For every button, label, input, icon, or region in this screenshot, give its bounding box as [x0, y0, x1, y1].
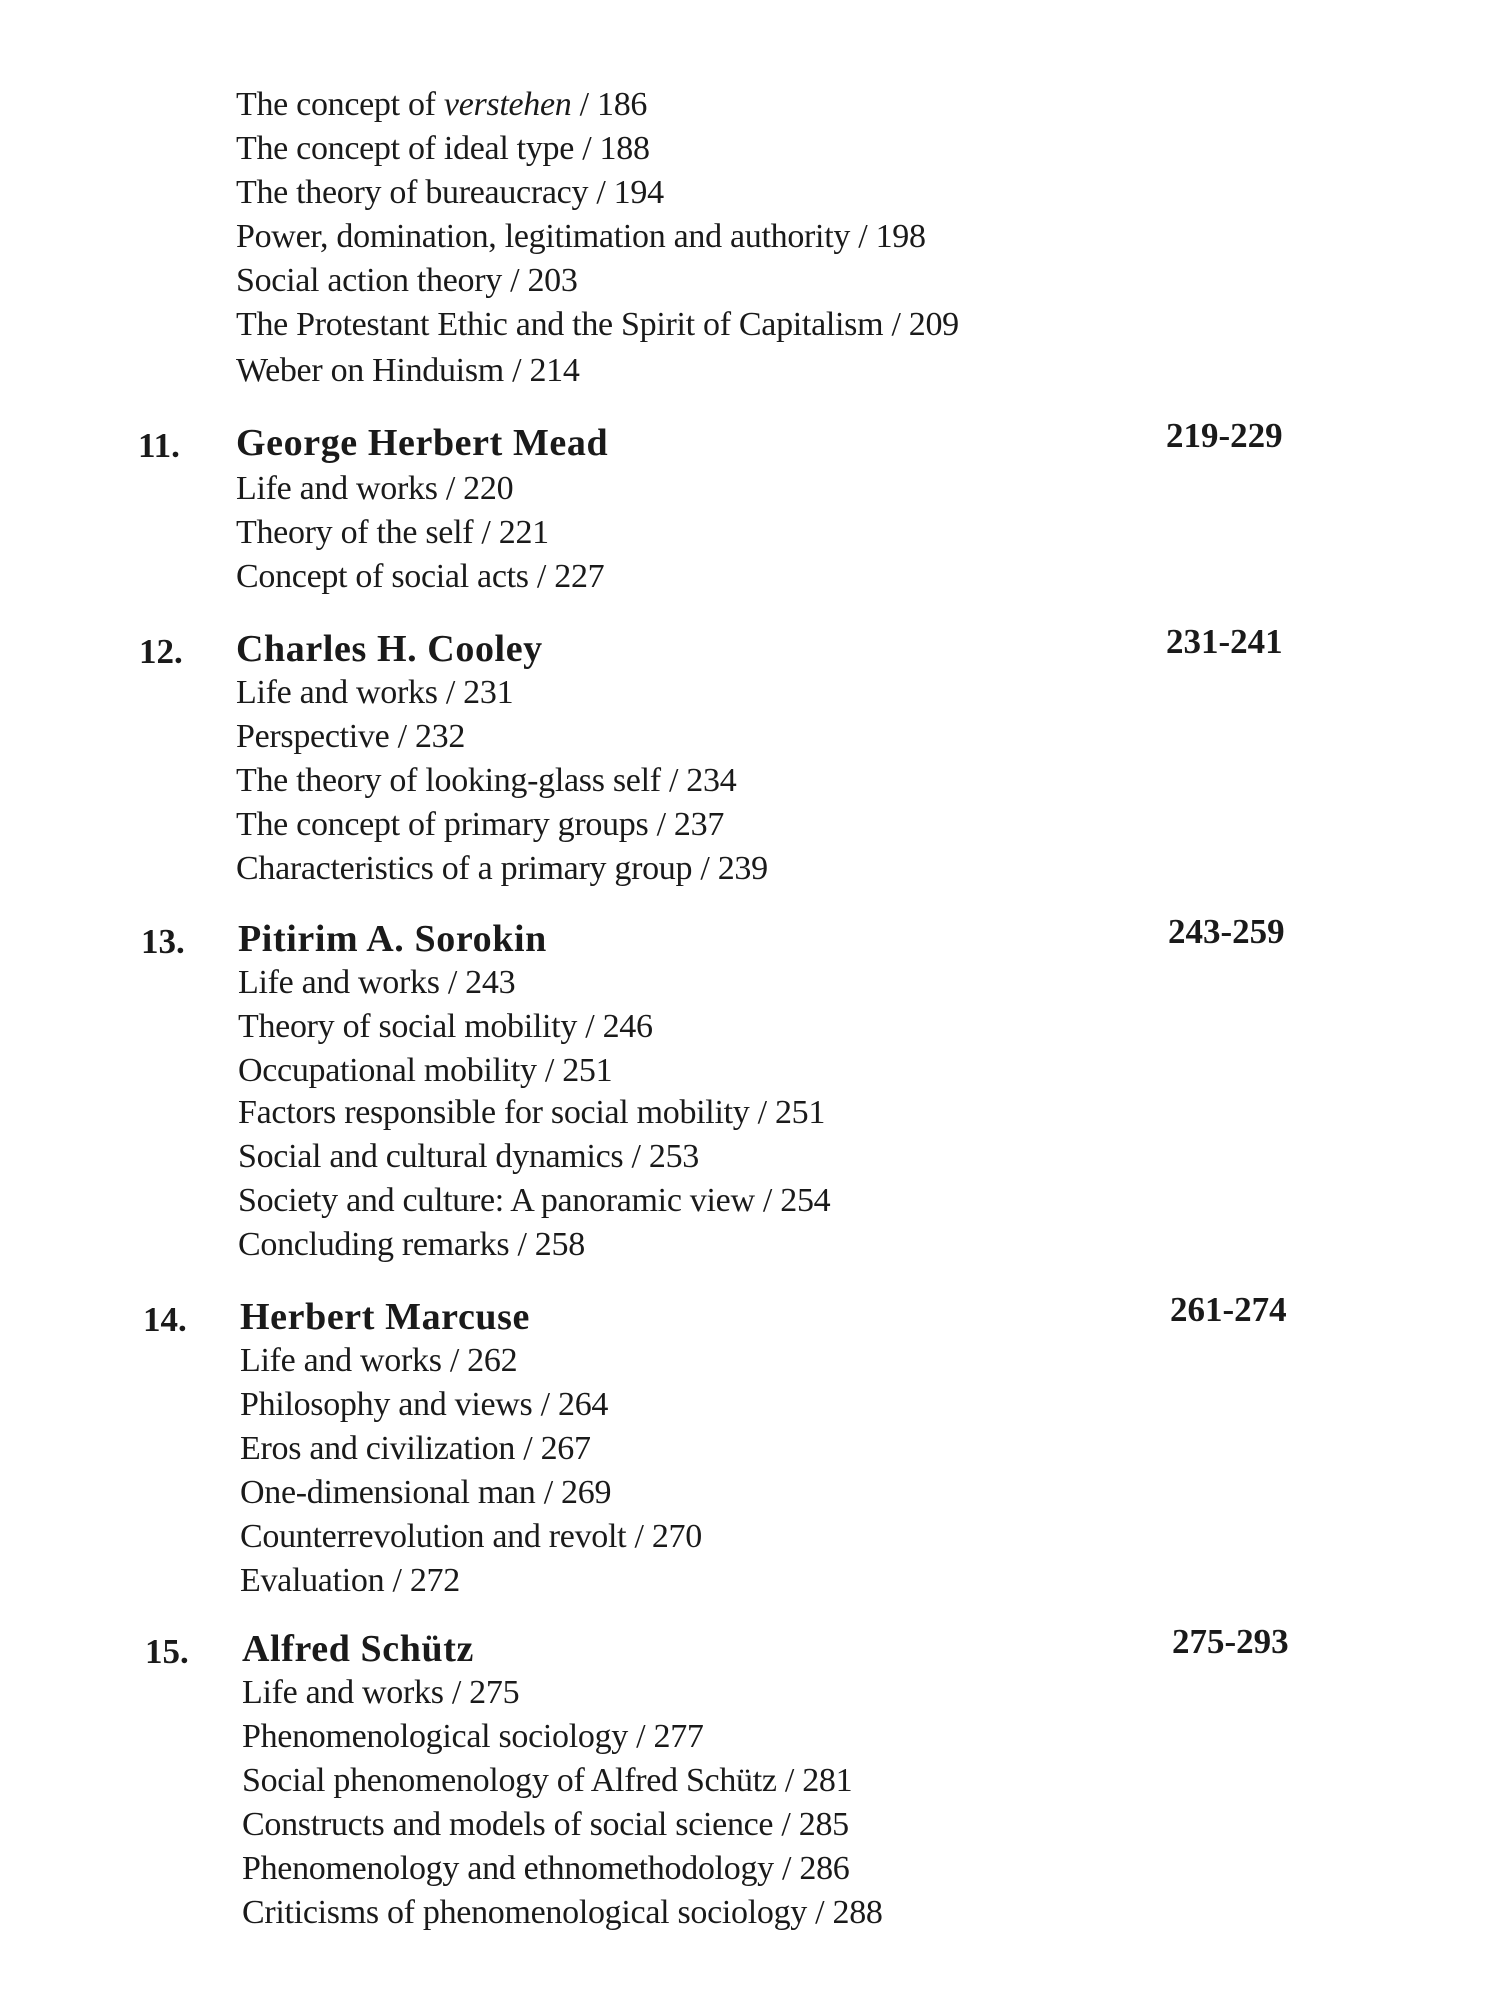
toc-entry: Theory of social mobility / 246 [238, 1008, 653, 1045]
toc-entry: Occupational mobility / 251 [238, 1052, 613, 1089]
chapter-number: 14. [143, 1300, 187, 1339]
chapter-title: George Herbert Mead [236, 422, 609, 464]
toc-entry: Theory of the self / 221 [236, 514, 549, 551]
toc-entry: The theory of looking-glass self / 234 [236, 762, 737, 799]
toc-entry: Constructs and models of social science / 285 [242, 1806, 849, 1843]
toc-entry-text: The concept of [236, 86, 444, 123]
toc-entry: The theory of bureaucracy / 194 [236, 174, 664, 211]
toc-entry: The concept of ideal type / 188 [236, 130, 650, 167]
toc-entry: Concept of social acts / 227 [236, 558, 605, 595]
toc-entry: Phenomenological sociology / 277 [242, 1718, 704, 1755]
toc-entry: Social phenomenology of Alfred Schütz / 281 [242, 1762, 853, 1799]
chapter-number: 13. [141, 922, 185, 961]
toc-entry: Concluding remarks / 258 [238, 1226, 585, 1263]
toc-entry: Social and cultural dynamics / 253 [238, 1138, 699, 1175]
toc-entry: Social action theory / 203 [236, 262, 578, 299]
chapter-title: Charles H. Cooley [236, 628, 543, 670]
chapter-number: 12. [139, 632, 183, 671]
chapter-page-range: 219-229 [1166, 416, 1283, 455]
toc-entry: Counterrevolution and revolt / 270 [240, 1518, 702, 1555]
toc-entry: Philosophy and views / 264 [240, 1386, 609, 1423]
toc-entry: Life and works / 231 [236, 674, 514, 711]
toc-entry [236, 84, 647, 126]
toc-entry: The Protestant Ethic and the Spirit of Capitalism / 209 [236, 306, 959, 343]
chapter-page-range: 275-293 [1172, 1622, 1289, 1661]
toc-entry-italic: verstehen [443, 86, 572, 123]
toc-entry: Perspective / 232 [236, 718, 466, 755]
chapter-title: Herbert Marcuse [240, 1296, 531, 1338]
chapter-number: 11. [138, 426, 180, 465]
chapter-page-range: 231-241 [1166, 622, 1283, 661]
chapter-title: Alfred Schütz [242, 1628, 474, 1670]
toc-entry: Factors responsible for social mobility / 251 [238, 1094, 826, 1131]
toc-entry: Weber on Hinduism / 214 [236, 352, 580, 389]
toc-entry: Eros and civilization / 267 [240, 1430, 591, 1467]
toc-entry: Life and works / 275 [242, 1674, 520, 1711]
toc-entry: Phenomenology and ethnomethodology / 286 [242, 1850, 850, 1887]
toc-entry: Criticisms of phenomenological sociology / 288 [242, 1894, 883, 1931]
toc-entry: Society and culture: A panoramic view / 254 [238, 1182, 831, 1219]
toc-entry: Life and works / 220 [236, 470, 514, 507]
toc-entry: Evaluation / 272 [240, 1562, 460, 1599]
toc-entry-page: / 186 [571, 86, 648, 123]
chapter-number: 15. [145, 1632, 189, 1671]
chapter-page-range: 261-274 [1170, 1290, 1287, 1329]
toc-entry: Life and works / 262 [240, 1342, 518, 1379]
toc-entry: Life and works / 243 [238, 964, 516, 1001]
toc-entry: Characteristics of a primary group / 239 [236, 850, 768, 887]
chapter-title: Pitirim A. Sorokin [238, 918, 547, 960]
toc-entry: The concept of primary groups / 237 [236, 806, 725, 843]
toc-entry: Power, domination, legitimation and authority / 198 [236, 218, 926, 255]
toc-entry: One-dimensional man / 269 [240, 1474, 612, 1511]
chapter-page-range: 243-259 [1168, 912, 1285, 951]
